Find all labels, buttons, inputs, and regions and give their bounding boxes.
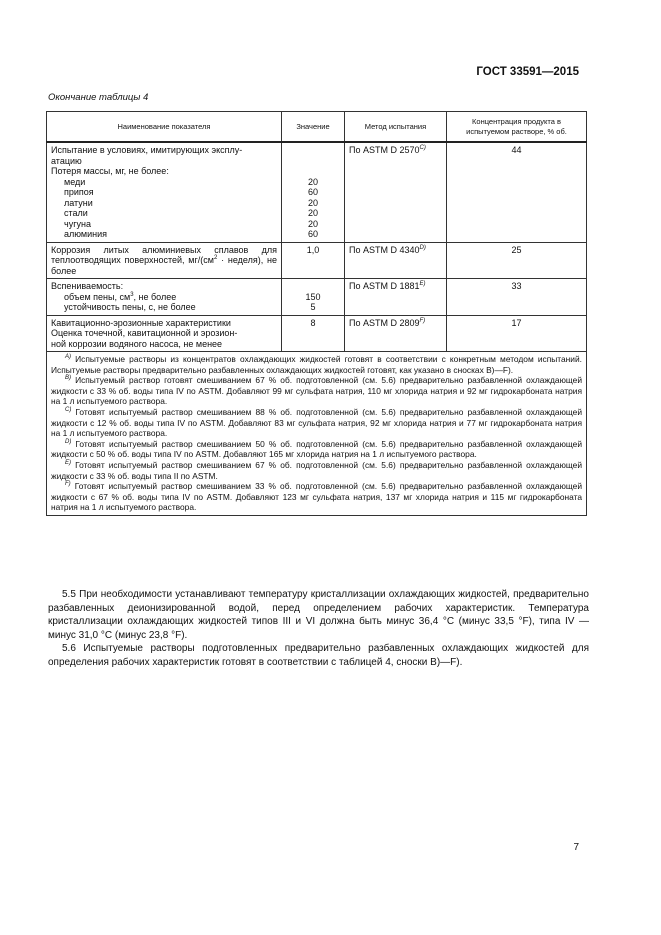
table-row — [47, 142, 587, 242]
row-name-cell — [47, 315, 282, 352]
table-4 — [46, 111, 587, 516]
row-name-line: Кавитационно-эрозионные характеристики — [51, 317, 231, 328]
row-method-cell — [345, 315, 447, 352]
header-value: Значение — [282, 112, 345, 143]
row-name-text: Коррозия литых алюминиевых сплавов для теплоотводящих поверхностей, мг/(см — [51, 244, 277, 265]
superscript: 3 — [130, 291, 134, 298]
foam-volume-text: объем пены, см — [64, 291, 131, 302]
metal-value: 60 — [307, 187, 318, 197]
superscript: 2 — [213, 255, 218, 261]
row-method-cell — [345, 279, 447, 316]
table-row — [47, 279, 587, 316]
footnote-label: A) — [65, 354, 71, 361]
footnote-label: F) — [65, 481, 71, 488]
row-name-tail: · неделя), не более — [51, 255, 277, 276]
metal-item: меди — [64, 176, 86, 187]
row-name-cell — [47, 142, 282, 242]
paragraph-5-6: 5.6 Испытуемые растворы подготовленных предварительно разбавленных охлаждающих жидкостей для определения рабочих характеристик готовят в соответствии с таблицей 4, сноски B)—F). — [48, 643, 589, 668]
footnote — [51, 407, 582, 439]
foam-volume-value: 150 — [305, 291, 321, 302]
method-text: По ASTM D 2809 — [349, 317, 420, 328]
header-indicator: Наименование показателя — [47, 112, 282, 143]
footnote-text: Готовят испытуемый раствор смешиванием 33 % об. подготовленной (см. 5.6) предварительно разбавленной охлаждающей жидкости с 67 % об. воды типа IV по ASTM. Добавляют 123 мг сульфата натрия, 137 мг хлорида натрия и 115 мг гидрокарбоната натрия на 1 л испытуемого раствора. — [51, 481, 582, 513]
row-concentration-cell: 25 — [447, 242, 587, 279]
footnote — [51, 354, 582, 375]
foam-stability-label: устойчивость пены, с, не более — [64, 302, 196, 312]
row-concentration-cell: 33 — [447, 279, 587, 316]
footnote-ref: F) — [419, 317, 426, 324]
table-caption: Окончание таблицы 4 — [48, 92, 149, 103]
footnote-text: Испытуемые растворы из концентратов охлаждающих жидкостей готовят в соответствии с конкретным методом испытаний. Испытуемые растворы предварительно разбавленных охлаждающих жидкостей готовят, как указано в сносках B)—F). — [51, 354, 582, 375]
row-method-cell — [345, 242, 447, 279]
metal-item: стали — [64, 208, 88, 218]
row-name-line: Оценка точечной, кавитационной и эрозион- — [51, 328, 238, 338]
footnote-label: B) — [65, 375, 71, 382]
row-name-line: Потеря массы, мг, не более: — [51, 166, 169, 176]
body-text — [48, 588, 589, 669]
footnote — [51, 439, 582, 460]
header-method: Метод испытания — [345, 112, 447, 143]
row-name-line: ной коррозии водяного насоса, не менее — [51, 338, 223, 349]
footnotes-row — [47, 352, 587, 516]
metal-value: 20 — [307, 208, 318, 218]
metal-item: алюминия — [64, 229, 107, 239]
method-text: По ASTM D 2570 — [349, 145, 420, 155]
table-header-row — [47, 112, 587, 143]
row-name-line: Вспениваемость: — [51, 281, 124, 291]
metal-value: 20 — [307, 218, 318, 229]
metal-value: 20 — [307, 176, 318, 187]
table-row — [47, 242, 587, 279]
row-name-line: Испытание в условиях, имитирующих эксплу- — [51, 145, 243, 155]
metal-value: 20 — [307, 197, 318, 208]
row-value-cell: 1,0 — [282, 242, 345, 279]
foam-volume-tail: , не более — [133, 291, 177, 302]
table-row — [47, 315, 587, 352]
page-number: 7 — [573, 842, 579, 853]
footnote — [51, 460, 582, 481]
row-name-cell — [47, 279, 282, 316]
row-concentration-cell: 17 — [447, 315, 587, 352]
foam-volume-label — [51, 292, 277, 303]
footnote-text: Готовят испытуемый раствор смешиванием 67 % об. подготовленной (см. 5.6) предварительно разбавленной охлаждающей жидкости с 33 % об. воды типа II по ASTM. — [51, 459, 583, 481]
metal-item: припоя — [64, 187, 94, 197]
header-concentration: Концентрация продукта в испытуемом растворе, % об. — [447, 112, 587, 143]
row-value-cell: 8 — [282, 315, 345, 352]
row-name-line: атацию — [51, 155, 82, 166]
row-concentration-cell: 44 — [447, 142, 587, 242]
document-code: ГОСТ 33591—2015 — [476, 66, 579, 78]
row-value-cell — [282, 142, 345, 242]
metal-value: 60 — [307, 229, 318, 239]
method-text: По ASTM D 1881 — [349, 281, 420, 291]
footnote-label: E) — [65, 460, 71, 467]
footnote-label: C) — [65, 407, 72, 414]
metal-item: латуни — [64, 197, 93, 208]
footnote-label: D) — [65, 438, 72, 445]
footnotes-cell — [47, 352, 587, 516]
footnote-ref: E) — [419, 281, 426, 287]
row-value-cell — [282, 279, 345, 316]
footnote — [51, 481, 582, 513]
row-name-cell — [47, 242, 282, 279]
footnote-ref: D) — [419, 244, 426, 251]
footnote-text: Испытуемый раствор готовят смешиванием 67 % об. подготовленной (см. 5.6) предварительно разбавленной охлаждающей жидкости с 33 % об. воды типа IV по ASTM. Добавляют 99 мг сульфата натрия, 110 мг хлорида натрия и 92 мг гидрокарбоната натрия на 1 л испытуемого раствора. — [51, 375, 582, 407]
footnote-ref: C) — [419, 145, 426, 151]
method-text: По ASTM D 4340 — [349, 244, 420, 255]
footnote-text: Готовят испытуемый раствор смешиванием 50 % об. подготовленной (см. 5.6) предварительно разбавленной охлаждающей жидкости с 50 % об. воды типа IV по ASTM. Добавляют 165 мг хлорида натрия на 1 л испытуемого раствора. — [51, 438, 583, 460]
metal-item: чугуна — [64, 218, 91, 229]
footnote — [51, 375, 582, 407]
row-method-cell — [345, 142, 447, 242]
footnote-text: Готовят испытуемый раствор смешиванием 88 % об. подготовленной (см. 5.6) предварительно разбавленной охлаждающей жидкости с 12 % об. воды типа IV по ASTM. Добавляют 83 мг сульфата натрия, 92 мг хлорида натрия и 77 мг гидрокарбоната натрия на 1 л испытуемого раствора. — [51, 406, 583, 439]
foam-stability-value: 5 — [310, 302, 316, 312]
paragraph-5-5: 5.5 При необходимости устанавливают температуру кристаллизации охлаждающих жидкостей, предварительно разбавленных деионизированной водой, перед определением рабочих характеристик. Температура кристаллизации охлаждающих жидкостей типов III и VI должна быть минус 36,4 °С (минус 33,5 °F), типа IV — минус 31,0 °С (минус 23,8 °F). — [48, 589, 589, 641]
